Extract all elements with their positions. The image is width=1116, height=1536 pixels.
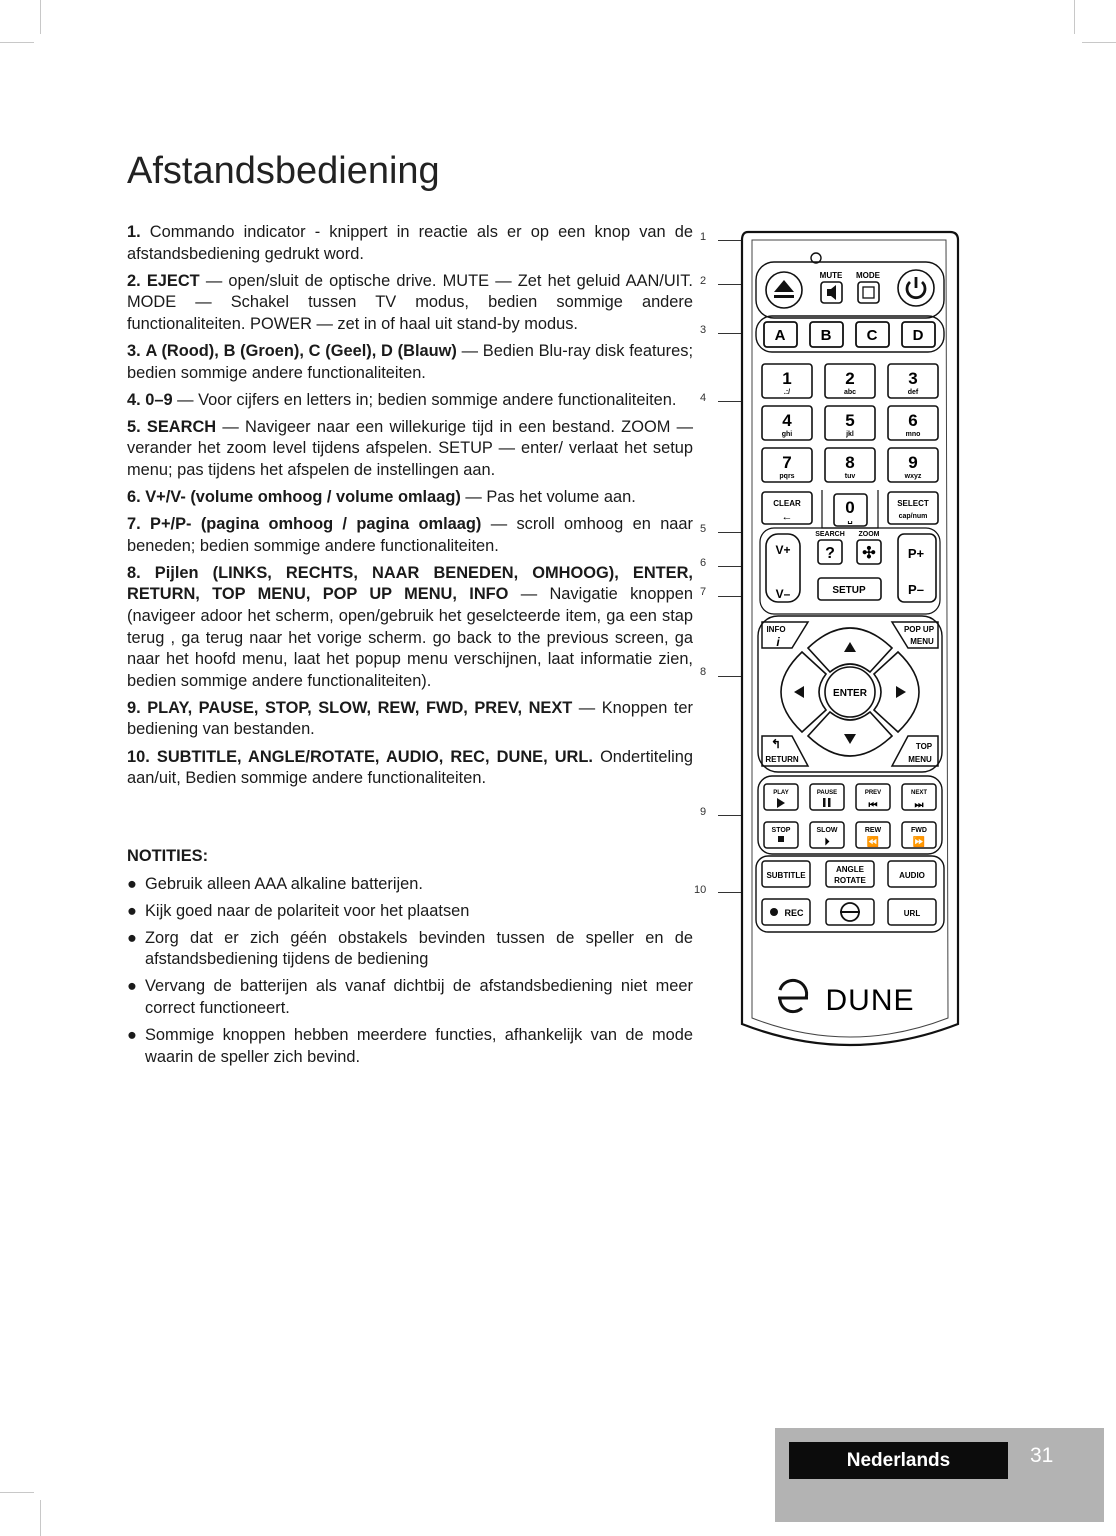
c-label: C [866,327,878,344]
svg-text:abc: abc [843,389,857,396]
svg-text:PAUSE: PAUSE [816,790,838,796]
callout-number: 3 [700,324,707,336]
crop-mark [1074,0,1075,34]
callout-number: 5 [700,523,707,535]
svg-text:pqrs: pqrs [779,473,795,480]
svg-text:PLAY: PLAY [773,790,789,796]
svg-text:SLOW: SLOW [816,827,838,834]
svg-text:7: 7 [782,453,792,472]
svg-text:AUDIO: AUDIO [899,871,925,880]
remote-control-illustration [738,228,962,1062]
svg-text:NEXT: NEXT [910,790,928,796]
setup-label: SETUP [832,585,866,596]
list-item: 10. SUBTITLE, ANGLE/ROTATE, AUDIO, REC, DUNE, URL. Ondertiteling aan/uit, Bedien sommige andere functionaliteiten. [127,747,693,788]
svg-text:MENU: MENU [908,755,932,764]
svg-text:ANGLE: ANGLE [836,865,864,874]
list-item: 8. Pijlen (LINKS, RECHTS, NAAR BENEDEN, OMHOOG), ENTER, RETURN, TOP MENU, POP UP MENU, INFO — Navigatie knoppen (navigeer adoor het scherm, open/gebruik het geselcteerde item, ga een stap terug , ga terug naar het vorige scherm. go back to the previous screen, ga naar het hoofd menu, laat het popup menu verschijnen, laat informatie zien, bedien sommige andere functionaliteiten). [127,563,693,690]
crop-mark [0,1492,34,1493]
svg-text:cap/num: cap/num [898,513,928,520]
svg-text:ROTATE: ROTATE [834,876,866,885]
svg-text:INFO: INFO [766,625,786,634]
list-item: 4. 0–9 — Voor cijfers en letters in; bedien sommige andere functionaliteiten. [127,390,677,409]
vplus-label: V+ [775,543,791,557]
svg-text:REW: REW [864,827,882,834]
svg-text:4: 4 [782,411,792,430]
callout-number: 2 [700,275,707,287]
svg-text:⏩: ⏩ [912,837,926,848]
list-item: 2. EJECT — open/sluit de optische drive. MUTE — Zet het geluid AAN/UIT. MODE — Schakel tussen TV modus, bedien sommige andere functionaliteiten. POWER — zet in of haal uit stand-by modus. [127,271,693,333]
svg-text:␣: ␣ [847,515,853,524]
pplus-label: P+ [907,546,925,561]
search-icon: ? [825,545,835,562]
crop-mark [40,0,41,34]
language-label: Nederlands [789,1442,1008,1479]
list-item: 6. V+/V- (volume omhoog / volume omlaag) — Pas het volume aan. [127,488,636,507]
svg-text:MENU: MENU [910,637,934,646]
notes-section [127,846,693,1074]
svg-text:def: def [907,389,919,396]
svg-text:8: 8 [845,453,855,472]
callout-number: 8 [700,666,707,678]
list-item: 1. Commando indicator - knippert in reactie als er op een knop van de afstandsbediening gedrukt word. [127,223,693,263]
svg-text:URL: URL [903,909,921,918]
svg-text:POP UP: POP UP [903,625,935,634]
svg-text:CLEAR: CLEAR [773,499,801,508]
note-bullet: ● Vervang de batterijen als vanaf dichtbij de afstandsbediening niet meer correct functioneert. [127,977,693,1018]
svg-text:tuv: tuv [844,473,856,480]
svg-text:SELECT: SELECT [897,499,929,508]
page-title: Afstandsbediening [127,150,440,192]
note-bullet: ● Kijk goed naar de polariteit voor het plaatsen [127,901,470,920]
list-item: 5. SEARCH — Navigeer naar een willekurige tijd in een bestand. ZOOM — verander het zoom level tijdens afspelen. SETUP — enter/ verlaat het setup menu; pas tijdens het afspelen de instellingen aan. [127,417,693,479]
svg-text:FWD: FWD [911,827,927,834]
svg-text:ghi: ghi [781,431,793,438]
pminus-label: P– [908,582,924,597]
crop-mark [0,42,34,43]
brand-name: DUNE [825,984,915,1017]
svg-text:wxyz: wxyz [904,473,922,480]
svg-text:5: 5 [845,411,855,430]
callout-number: 1 [700,231,707,243]
d-label: D [912,327,924,344]
vminus-label: V– [775,587,791,601]
callout-number: 6 [700,557,707,569]
svg-text:←: ← [781,511,793,523]
svg-text:SUBTITLE: SUBTITLE [766,871,806,880]
svg-text:mno: mno [905,431,921,438]
svg-text:2: 2 [845,369,855,388]
svg-text:9: 9 [908,453,918,472]
zoom-label: ZOOM [858,531,880,538]
callout-number: 4 [700,392,707,404]
crop-mark [1082,42,1116,43]
svg-text:⏮: ⏮ [868,800,878,811]
mode-label: MODE [856,271,880,280]
note-bullet: ● Gebruik alleen AAA alkaline batterijen. [127,874,423,893]
svg-text:.:/: .:/ [783,389,791,396]
svg-text:1: 1 [782,369,792,388]
crop-mark [40,1500,41,1536]
callout-number: 10 [694,884,707,896]
enter-label: ENTER [833,688,867,699]
notes-title: NOTITIES: [127,847,209,865]
callout-number: 9 [700,806,707,818]
list-item: 9. PLAY, PAUSE, STOP, SLOW, REW, FWD, PREV, NEXT — Knoppen ter bediening van bestanden. [127,698,693,739]
button-description-list [127,222,693,795]
svg-text:PREV: PREV [864,790,882,796]
svg-text:i: i [776,635,780,649]
svg-text:3: 3 [908,369,918,388]
zoom-icon: ✣ [862,545,876,562]
svg-text:TOP: TOP [915,742,933,751]
list-item: 7. P+/P- (pagina omhoog / pagina omlaag) — scroll omhoog en naar beneden; bedien sommige andere functionaliteiten. [127,515,693,555]
svg-text:6: 6 [908,411,918,430]
note-bullet: ● Zorg dat er zich géén obstakels bevinden tussen de speller en de afstandsbediening tijdens de bediening [127,928,693,969]
page-number: 31 [1030,1444,1054,1467]
svg-text:REC: REC [784,908,804,918]
svg-text:⏭: ⏭ [914,800,924,811]
record-icon [770,908,778,916]
svg-text:⏪: ⏪ [866,837,880,848]
a-label: A [774,327,786,344]
svg-text:RETURN: RETURN [765,755,799,764]
mute-label: MUTE [819,271,843,280]
callout-number: 7 [700,586,707,598]
svg-text:jkl: jkl [846,431,854,438]
list-item: 3. A (Rood), B (Groen), C (Geel), D (Blauw) — Bedien Blu-ray disk features; bedien sommige andere functionaliteiten. [127,341,693,382]
b-label: B [820,327,832,344]
svg-text:↰: ↰ [770,737,782,751]
svg-text:STOP: STOP [771,827,791,834]
svg-text:⏵: ⏵ [824,837,830,848]
note-bullet: ● Sommige knoppen hebben meerdere functies, afhankelijk van de mode waarin de speller zich bevind. [127,1026,693,1066]
search-label: SEARCH [815,531,845,538]
svg-text:0: 0 [845,498,855,517]
